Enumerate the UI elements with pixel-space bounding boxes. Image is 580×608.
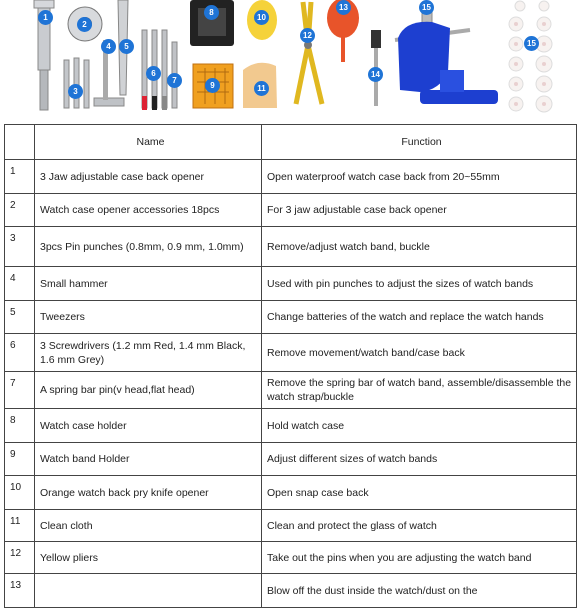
table-row xyxy=(5,409,577,443)
callout-badge: 15 xyxy=(524,36,539,51)
column-header-name: Name xyxy=(35,125,262,160)
row-number: 13 xyxy=(5,574,35,608)
callout-badge: 6 xyxy=(146,66,161,81)
callout-badge: 1 xyxy=(38,10,53,25)
table-row xyxy=(5,443,577,476)
callout-badge: 11 xyxy=(254,81,269,96)
press-dies xyxy=(509,1,552,112)
callout-badge: 15 xyxy=(419,0,434,15)
row-function: Remove movement/watch band/case back xyxy=(262,334,577,372)
row-function: Hold watch case xyxy=(262,409,577,443)
row-name: Watch case opener accessories 18pcs xyxy=(35,194,262,227)
row-number: 8 xyxy=(5,409,35,443)
row-name: Yellow pliers xyxy=(35,542,262,574)
row-function: Change batteries of the watch and replace the watch hands xyxy=(262,301,577,334)
row-name: Watch case holder xyxy=(35,409,262,443)
row-function: Take out the pins when you are adjusting the watch band xyxy=(262,542,577,574)
row-number: 2 xyxy=(5,194,35,227)
callout-badge: 12 xyxy=(300,28,315,43)
row-name: Small hammer xyxy=(35,267,262,301)
table-row xyxy=(5,267,577,301)
row-name: 3pcs Pin punches (0.8mm, 0.9 mm, 1.0mm) xyxy=(35,227,262,267)
table-row xyxy=(5,301,577,334)
callout-badge: 8 xyxy=(204,5,219,20)
watch-press xyxy=(395,12,498,104)
row-name: 3 Jaw adjustable case back opener xyxy=(35,160,262,194)
row-function: Open waterproof watch case back from 20~55mm xyxy=(262,160,577,194)
table-row xyxy=(5,160,577,194)
table-row xyxy=(5,227,577,267)
row-function: Adjust different sizes of watch bands xyxy=(262,443,577,476)
row-function: Remove/adjust watch band, buckle xyxy=(262,227,577,267)
callout-badge: 9 xyxy=(205,78,220,93)
case-tool xyxy=(371,30,381,48)
row-number: 5 xyxy=(5,301,35,334)
row-function: Used with pin punches to adjust the sizes of watch bands xyxy=(262,267,577,301)
callout-badge: 10 xyxy=(254,10,269,25)
callout-badge: 7 xyxy=(167,73,182,88)
column-header-number xyxy=(5,125,35,160)
pin-punches xyxy=(64,58,89,108)
row-number: 4 xyxy=(5,267,35,301)
row-name: Watch band Holder xyxy=(35,443,262,476)
callout-badge: 2 xyxy=(77,17,92,32)
callout-badge: 4 xyxy=(101,39,116,54)
callout-badge: 13 xyxy=(336,0,351,15)
row-number: 10 xyxy=(5,476,35,510)
table-row xyxy=(5,194,577,227)
callout-badge: 5 xyxy=(119,39,134,54)
row-name: A spring bar pin(v head,flat head) xyxy=(35,372,262,409)
row-name: Tweezers xyxy=(35,301,262,334)
table-row xyxy=(5,542,577,574)
table-header-row xyxy=(5,125,577,160)
row-name: Orange watch back pry knife opener xyxy=(35,476,262,510)
small-hammer xyxy=(94,98,124,106)
row-number: 12 xyxy=(5,542,35,574)
row-number: 6 xyxy=(5,334,35,372)
callout-badge: 3 xyxy=(68,84,83,99)
table-row xyxy=(5,476,577,510)
row-function: Clean and protect the glass of watch xyxy=(262,510,577,542)
table-row xyxy=(5,372,577,409)
table-row xyxy=(5,574,577,608)
row-number: 7 xyxy=(5,372,35,409)
column-header-function: Function xyxy=(262,125,577,160)
row-name: Clean cloth xyxy=(35,510,262,542)
row-name: 3 Screwdrivers (1.2 mm Red, 1.4 mm Black, 1.6 mm Grey) xyxy=(35,334,262,372)
row-number: 9 xyxy=(5,443,35,476)
row-number: 3 xyxy=(5,227,35,267)
row-function: Blow off the dust inside the watch/dust on the xyxy=(262,574,577,608)
row-number: 1 xyxy=(5,160,35,194)
callout-badge: 14 xyxy=(368,67,383,82)
table-row xyxy=(5,334,577,372)
row-name xyxy=(35,574,262,608)
row-function: For 3 jaw adjustable case back opener xyxy=(262,194,577,227)
tools-table xyxy=(4,124,576,608)
row-function: Open snap case back xyxy=(262,476,577,510)
row-number: 11 xyxy=(5,510,35,542)
product-photo xyxy=(0,0,580,118)
row-function: Remove the spring bar of watch band, assemble/disassemble the watch strap/buckle xyxy=(262,372,577,409)
table-row xyxy=(5,510,577,542)
yellow-pliers xyxy=(296,2,322,104)
